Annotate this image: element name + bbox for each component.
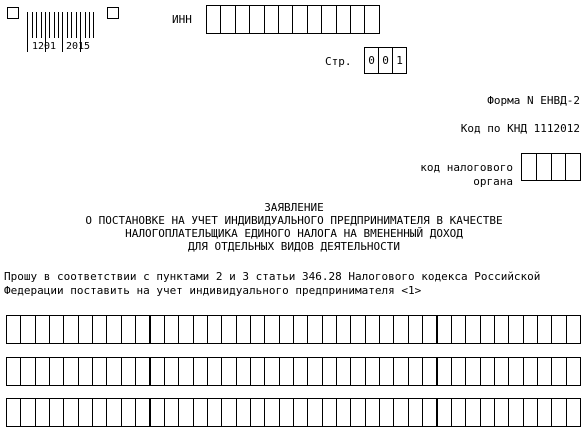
name-entry-cell[interactable] [379,315,394,344]
name-entry-cell[interactable] [408,398,423,427]
name-entry-cell[interactable] [422,357,437,386]
tax-authority-cell[interactable] [565,153,581,181]
title-line-2: О ПОСТАНОВКЕ НА УЧЕТ ИНДИВИДУАЛЬНОГО ПРЕДПРИНИМАТЕЛЯ В КАЧЕСТВЕ [85,214,503,227]
name-entry-cell[interactable] [523,315,538,344]
name-entry-cell[interactable] [322,398,337,427]
name-entry-cell[interactable] [523,398,538,427]
name-entry-cell[interactable] [6,315,21,344]
name-entry-cell[interactable] [307,357,322,386]
name-entry-cell[interactable] [379,398,394,427]
name-entry-cell[interactable] [92,398,107,427]
inn-cell[interactable] [206,5,221,34]
barcode-number-left: 1201 [32,41,57,52]
name-entry-cell[interactable] [178,315,193,344]
name-entry-cell[interactable] [221,357,236,386]
name-entry-cell[interactable] [264,357,279,386]
name-entry-cell[interactable] [451,315,466,344]
name-entry-cell[interactable] [480,357,495,386]
name-entry-cell[interactable] [236,398,251,427]
name-entry-cell[interactable] [121,315,136,344]
name-entry-cell[interactable] [422,398,437,427]
barcode-bar [27,12,28,52]
name-entry-cell[interactable] [78,398,93,427]
name-entry-cell[interactable] [250,315,265,344]
name-entry-cell[interactable] [307,398,322,427]
name-entry-cell[interactable] [508,398,523,427]
name-entry-cell[interactable] [150,398,165,427]
name-entry-cell[interactable] [551,315,566,344]
name-entry-cell[interactable] [322,357,337,386]
name-entry-cell[interactable] [379,357,394,386]
name-entry-cell[interactable] [20,315,35,344]
name-entry-cell[interactable] [322,315,337,344]
name-entry-cell[interactable] [566,357,581,386]
name-entry-cell[interactable] [236,357,251,386]
name-entry-cell[interactable] [422,315,437,344]
name-entry-cell[interactable] [393,315,408,344]
name-entry-cell[interactable] [121,357,136,386]
barcode-bar [67,12,68,38]
name-entry-cell[interactable] [293,315,308,344]
name-entry-cell[interactable] [350,398,365,427]
name-entry-cell[interactable] [566,315,581,344]
name-entry-cell[interactable] [106,315,121,344]
name-entry-cell[interactable] [6,357,21,386]
knd-code: Код по КНД 1112012 [460,122,580,135]
tax-authority-cell[interactable] [536,153,552,181]
name-entry-cell[interactable] [164,357,179,386]
name-entry-cell[interactable] [350,315,365,344]
name-entry-cell[interactable] [279,315,294,344]
name-entry-cell[interactable] [63,357,78,386]
tax-authority-cell[interactable] [551,153,567,181]
name-entry-cell[interactable] [135,315,150,344]
name-entry-cell[interactable] [35,398,50,427]
name-entry-cell[interactable] [164,398,179,427]
name-entry-cell[interactable] [494,357,509,386]
name-entry-cell[interactable] [250,398,265,427]
name-entry-cell[interactable] [49,315,64,344]
name-entry-cell[interactable] [92,315,107,344]
inn-cell[interactable] [292,5,307,34]
name-entry-cell[interactable] [293,398,308,427]
page-label: Стр. [325,55,352,68]
name-entry-cell[interactable] [393,357,408,386]
name-entry-cell[interactable] [336,398,351,427]
name-entry-cell[interactable] [207,315,222,344]
name-entry-cell[interactable] [551,357,566,386]
barcode-bar [36,12,37,38]
barcode-bar [58,12,59,38]
name-entry-cell[interactable] [451,357,466,386]
name-entry-cell[interactable] [49,357,64,386]
barcode-bar [76,12,77,38]
name-entry-cell[interactable] [494,315,509,344]
name-entry-cell[interactable] [365,357,380,386]
inn-cell[interactable] [350,5,365,34]
name-entry-cell[interactable] [250,357,265,386]
name-entry-cell[interactable] [264,315,279,344]
name-entry-cell[interactable] [551,398,566,427]
name-entry-cell[interactable] [236,315,251,344]
name-entry-cell[interactable] [135,357,150,386]
name-entry-cell[interactable] [35,357,50,386]
name-entry-cell[interactable] [465,357,480,386]
barcode-number-right: 2015 [66,41,91,52]
name-entry-cell[interactable] [480,398,495,427]
inn-cell[interactable] [249,5,264,34]
name-entry-cell[interactable] [121,398,136,427]
corner-marker-left [7,7,19,19]
name-entry-cell[interactable] [437,315,452,344]
page-digit: 1 [396,54,403,67]
title-line-4: ДЛЯ ОТДЕЛЬНЫХ ВИДОВ ДЕЯТЕЛЬНОСТИ [188,240,400,253]
barcode-bar [62,12,63,52]
name-entry-cell[interactable] [350,357,365,386]
page-digit: 0 [382,54,389,67]
body-line-2: Федерации поставить на учет индивидуального предпринимателя <1> [4,284,422,297]
title-line-3: НАЛОГОПЛАТЕЛЬЩИКА ЕДИНОГО НАЛОГА НА ВМЕНЕННЫЙ ДОХОД [125,227,463,240]
name-entry-cell[interactable] [494,398,509,427]
inn-cell[interactable] [336,5,351,34]
name-entry-cell[interactable] [408,357,423,386]
body-line-1: Прошу в соответствии с пунктами 2 и 3 статьи 346.28 Налогового кодекса Российской [4,270,541,283]
name-entry-cell[interactable] [63,315,78,344]
inn-cell[interactable] [307,5,322,34]
tax-authority-label-line2: органа [473,175,513,188]
name-entry-cell[interactable] [480,315,495,344]
barcode-bar [85,12,86,38]
name-entry-cell[interactable] [523,357,538,386]
name-entry-cell[interactable] [106,357,121,386]
name-entry-cell[interactable] [279,357,294,386]
name-entry-cell[interactable] [508,357,523,386]
barcode-bar [32,12,33,38]
name-entry-cell[interactable] [437,357,452,386]
name-entry-cell[interactable] [336,357,351,386]
name-entry-cell[interactable] [178,357,193,386]
tax-authority-cell[interactable] [521,153,537,181]
name-entry-cell[interactable] [207,398,222,427]
barcode-bar [54,12,55,38]
inn-cell[interactable] [264,5,279,34]
name-entry-cell[interactable] [78,357,93,386]
name-entry-cell[interactable] [508,315,523,344]
name-entry-cell[interactable] [451,398,466,427]
name-entry-cell[interactable] [393,398,408,427]
name-entry-cell[interactable] [207,357,222,386]
form-id: Форма N ЕНВД-2 [487,94,580,107]
name-entry-cell[interactable] [279,398,294,427]
name-entry-cell[interactable] [566,398,581,427]
inn-cell[interactable] [364,5,379,34]
page-digit: 0 [368,54,375,67]
name-entry-cell[interactable] [35,315,50,344]
name-entry-cell[interactable] [164,315,179,344]
name-entry-cell[interactable] [150,357,165,386]
barcode-bar [71,12,72,38]
name-entry-cell[interactable] [193,357,208,386]
name-entry-cell[interactable] [63,398,78,427]
name-entry-cell[interactable] [465,315,480,344]
corner-marker-right [107,7,119,19]
name-entry-cell[interactable] [336,315,351,344]
inn-cell[interactable] [220,5,235,34]
name-entry-cell[interactable] [465,398,480,427]
name-entry-cell[interactable] [78,315,93,344]
name-entry-cell[interactable] [193,398,208,427]
name-entry-cell[interactable] [365,315,380,344]
name-entry-cell[interactable] [106,398,121,427]
name-entry-cell[interactable] [264,398,279,427]
name-entry-cell[interactable] [537,357,552,386]
barcode-bar [89,12,90,38]
name-entry-cell[interactable] [293,357,308,386]
barcode-bar [49,12,50,38]
name-entry-cell[interactable] [178,398,193,427]
name-entry-cell[interactable] [221,398,236,427]
inn-cell[interactable] [278,5,293,34]
name-entry-cell[interactable] [537,315,552,344]
name-entry-cell[interactable] [365,398,380,427]
name-entry-cell[interactable] [193,315,208,344]
name-entry-cell[interactable] [307,315,322,344]
barcode-bar [93,12,94,38]
name-entry-cell[interactable] [6,398,21,427]
tax-authority-label-line1: код налогового [420,161,513,174]
inn-cell[interactable] [235,5,250,34]
name-entry-cell[interactable] [20,357,35,386]
name-entry-cell[interactable] [92,357,107,386]
name-entry-cell[interactable] [135,398,150,427]
name-entry-cell[interactable] [150,315,165,344]
inn-label: ИНН [172,13,192,26]
name-entry-cell[interactable] [49,398,64,427]
barcode-bar [41,12,42,38]
name-entry-cell[interactable] [408,315,423,344]
inn-cell[interactable] [321,5,336,34]
name-entry-cell[interactable] [437,398,452,427]
name-entry-cell[interactable] [20,398,35,427]
name-entry-cell[interactable] [221,315,236,344]
name-entry-cell[interactable] [537,398,552,427]
title-line-1: ЗАЯВЛЕНИЕ [264,201,324,214]
